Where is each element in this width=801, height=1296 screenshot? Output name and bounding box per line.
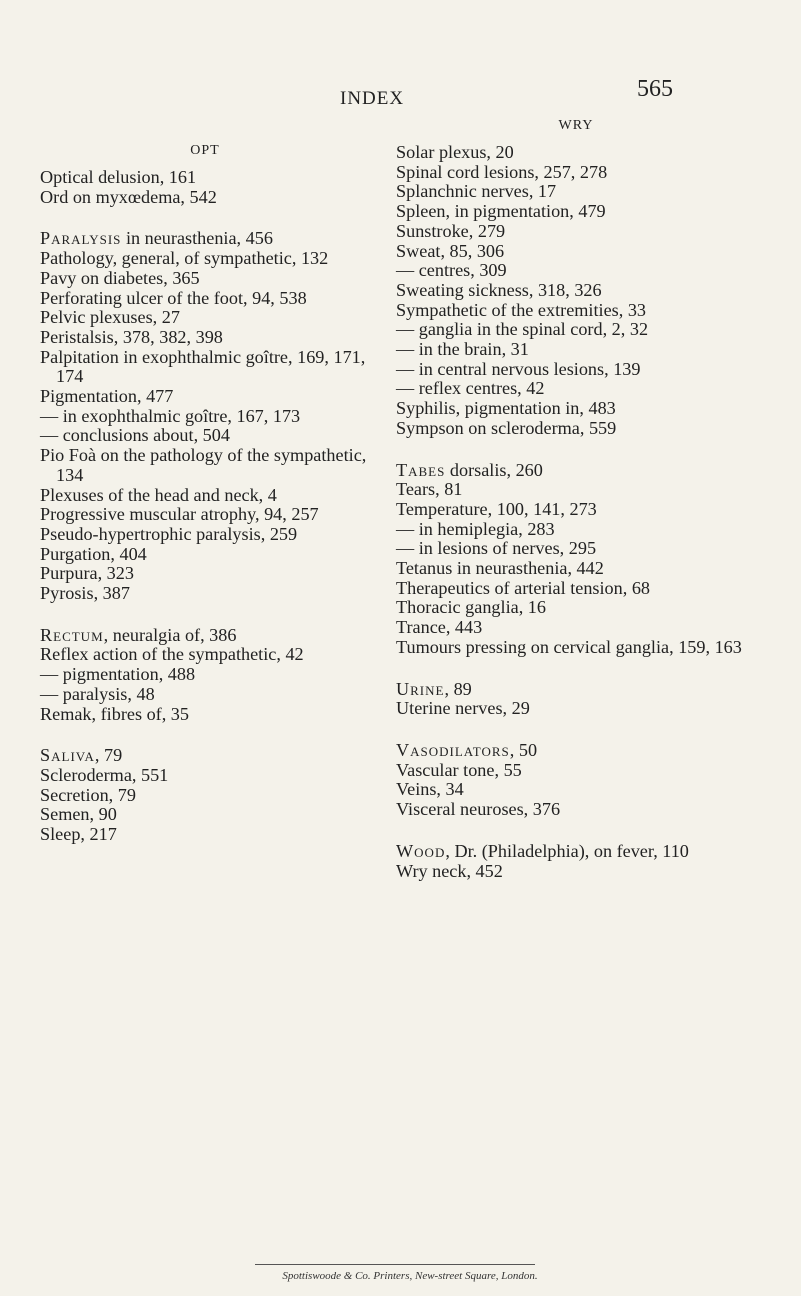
index-entry xyxy=(396,680,756,700)
index-entry-text: Solar plexus, 20 xyxy=(396,142,514,162)
index-entry xyxy=(396,761,756,781)
column-catchword: OPT xyxy=(190,143,220,158)
index-letter-group xyxy=(40,626,370,725)
index-entry xyxy=(40,564,370,584)
index-entry xyxy=(40,685,370,705)
index-entry xyxy=(396,143,756,163)
index-entry-text: Semen, 90 xyxy=(40,804,117,825)
running-title: INDEX xyxy=(340,88,405,109)
index-entry xyxy=(40,665,370,685)
index-entry xyxy=(40,805,370,825)
index-entry-text: — reflex centres, 42 xyxy=(396,378,545,399)
index-entry-text: Thoracic ganglia, 16 xyxy=(396,597,546,618)
index-entry xyxy=(396,780,756,800)
index-entry-text: Sympathetic of the extremities, 33 xyxy=(396,299,647,320)
index-entry xyxy=(40,545,370,565)
index-letter-group xyxy=(396,741,756,820)
index-entry xyxy=(396,301,756,321)
index-entry-text: Sleep, 217 xyxy=(40,824,117,845)
index-entry-text: — pigmentation, 488 xyxy=(40,664,196,685)
index-entry-text: Remak, fibres of, 35 xyxy=(40,703,189,724)
index-column-left xyxy=(40,142,370,867)
index-entry-text: Pelvic plexuses, 27 xyxy=(40,307,180,328)
index-entry-text: Vascular tone, 55 xyxy=(396,759,522,780)
page-number: 565 xyxy=(637,76,673,102)
index-entry xyxy=(396,320,756,340)
index-entry xyxy=(396,461,756,481)
index-entry-text: — in hemiplegia, 283 xyxy=(396,518,555,539)
index-entry-text: , 79 xyxy=(94,745,123,766)
index-entry xyxy=(396,559,756,579)
index-entry-text: Syphilis, pigmentation in, 483 xyxy=(396,398,616,419)
index-entry-text: Pavy on diabetes, 365 xyxy=(40,267,200,288)
index-entry-text: Uterine nerves, 29 xyxy=(396,698,530,719)
index-letter-group xyxy=(40,229,370,603)
index-lead-word: Tabes xyxy=(396,459,446,480)
index-entry-text: Scleroderma, 551 xyxy=(40,764,169,785)
index-entry xyxy=(396,500,756,520)
index-entry xyxy=(40,705,370,725)
index-entry xyxy=(40,269,370,289)
index-letter-group xyxy=(40,746,370,845)
index-entry xyxy=(40,249,370,269)
index-entry-text: — ganglia in the spinal cord, 2, 32 xyxy=(396,319,649,340)
index-entry-text: Purgation, 404 xyxy=(40,543,147,564)
index-entry-text: Wry neck, 452 xyxy=(396,860,503,881)
index-column-right xyxy=(396,117,756,903)
index-entry-text: Pigmentation, 477 xyxy=(40,386,174,407)
index-entry xyxy=(396,222,756,242)
index-entry xyxy=(396,360,756,380)
index-letter-group xyxy=(40,168,370,207)
index-entry-text: Progressive muscular atrophy, 94, 257 xyxy=(40,504,319,525)
index-entry xyxy=(396,163,756,183)
index-entry-text: — in exophthalmic goître, 167, 173 xyxy=(40,405,301,426)
index-entry-text: , 89 xyxy=(444,678,472,699)
index-letter-group xyxy=(396,461,756,658)
index-entry xyxy=(396,520,756,540)
index-entry xyxy=(40,626,370,646)
index-entry-text: Perforating ulcer of the foot, 94, 538 xyxy=(40,287,307,308)
index-entry-text: Palpitation in exophthalmic goître, 169, 171, 174 xyxy=(40,346,366,387)
index-lead-word: Vasodilators xyxy=(396,739,510,760)
index-entry xyxy=(396,202,756,222)
index-entry-text: Temperature, 100, 141, 273 xyxy=(396,498,597,519)
index-entry xyxy=(40,229,370,249)
index-entry xyxy=(396,618,756,638)
index-entry-text: Sweat, 85, 306 xyxy=(396,240,505,261)
index-entry-text: Visceral neuroses, 376 xyxy=(396,799,561,820)
index-entry xyxy=(396,242,756,262)
index-entry xyxy=(396,539,756,559)
index-groups xyxy=(40,168,370,845)
index-entry xyxy=(396,399,756,419)
index-entry-text: Pyrosis, 387 xyxy=(40,583,130,604)
index-entry xyxy=(40,505,370,525)
index-entry-text: Therapeutics of arterial tension, 68 xyxy=(396,577,651,598)
index-entry-text: Secretion, 79 xyxy=(40,784,136,805)
index-entry-text: — conclusions about, 504 xyxy=(40,425,230,446)
index-entry xyxy=(396,579,756,599)
index-entry xyxy=(40,289,370,309)
index-entry-text: Purpura, 323 xyxy=(40,563,134,584)
index-lead-word: Rectum xyxy=(40,624,104,645)
index-groups xyxy=(396,143,756,881)
printer-imprint: Spottiswoode & Co. Printers, New-street Square, London. xyxy=(282,1270,538,1282)
index-entry-text: Splanchnic nerves, 17 xyxy=(396,181,557,202)
index-entry xyxy=(40,328,370,348)
index-entry xyxy=(40,766,370,786)
index-letter-group xyxy=(396,143,756,439)
index-entry xyxy=(40,486,370,506)
index-entry xyxy=(396,419,756,439)
index-entry-text: Spleen, in pigmentation, 479 xyxy=(396,201,606,222)
index-entry-text: Sunstroke, 279 xyxy=(396,220,506,241)
index-entry xyxy=(396,182,756,202)
index-entry-text: Pio Foà on the pathology of the sympathetic, 134 xyxy=(40,445,367,485)
index-entry-text: , 50 xyxy=(509,739,538,760)
index-entry-text: Reflex action of the sympathetic, 42 xyxy=(40,644,304,665)
index-entry-text: , neuralgia of, 386 xyxy=(103,624,237,645)
index-letter-group xyxy=(396,680,756,719)
index-entry-text: Peristalsis, 378, 382, 398 xyxy=(40,326,223,347)
index-entry xyxy=(40,308,370,328)
index-entry xyxy=(40,446,370,485)
index-entry xyxy=(396,379,756,399)
column-catchword: WRY xyxy=(558,118,594,133)
index-lead-word: Saliva xyxy=(40,745,95,766)
index-entry-text: in neurasthenia, 456 xyxy=(121,228,273,249)
index-entry xyxy=(40,786,370,806)
index-entry-text: Pseudo-hypertrophic paralysis, 259 xyxy=(40,523,298,544)
index-entry xyxy=(40,168,370,188)
index-entry xyxy=(396,598,756,618)
index-entry xyxy=(40,426,370,446)
index-lead-word: Urine xyxy=(396,678,445,699)
index-entry-text: — in lesions of nerves, 295 xyxy=(396,538,597,559)
index-entry xyxy=(396,340,756,360)
index-entry xyxy=(40,348,370,387)
footer-rule xyxy=(255,1264,535,1265)
index-entry-text: — in the brain, 31 xyxy=(396,339,529,360)
index-entry-text: Plexuses of the head and neck, 4 xyxy=(40,484,277,505)
index-entry-text: Pathology, general, of sympathetic, 132 xyxy=(40,248,329,269)
index-entry xyxy=(396,281,756,301)
index-letter-group xyxy=(396,842,756,881)
index-entry xyxy=(396,800,756,820)
index-entry-text: — in central nervous lesions, 139 xyxy=(396,358,641,379)
index-entry-text: Trance, 443 xyxy=(396,617,483,638)
index-entry-text: Optical delusion, 161 xyxy=(40,167,197,187)
index-entry xyxy=(40,825,370,845)
index-entry xyxy=(40,407,370,427)
index-entry-text: Tetanus in neurasthenia, 442 xyxy=(396,558,604,579)
index-lead-word: Wood xyxy=(396,840,446,861)
index-entry xyxy=(396,699,756,719)
index-entry-text: — paralysis, 48 xyxy=(40,683,155,704)
index-entry-text: Tumours pressing on cervical ganglia, 159, 163 xyxy=(396,636,742,657)
index-entry xyxy=(40,387,370,407)
index-entry-text: Veins, 34 xyxy=(396,779,464,800)
index-entry-text: Spinal cord lesions, 257, 278 xyxy=(396,161,608,182)
index-entry xyxy=(40,645,370,665)
index-entry-text: Tears, 81 xyxy=(396,479,463,500)
index-entry-text: Ord on myxœdema, 542 xyxy=(40,186,217,207)
index-entry-text: , Dr. (Philadelphia), on fever, 110 xyxy=(445,840,689,861)
index-entry-text: Sympson on scleroderma, 559 xyxy=(396,417,617,438)
index-entry xyxy=(40,584,370,604)
index-lead-word: Paralysis xyxy=(40,228,122,249)
index-entry xyxy=(40,746,370,766)
index-entry xyxy=(396,261,756,281)
index-entry xyxy=(396,638,756,658)
index-entry xyxy=(40,525,370,545)
index-entry xyxy=(396,842,756,862)
index-entry-text: — centres, 309 xyxy=(396,260,507,281)
index-entry-text: Sweating sickness, 318, 326 xyxy=(396,279,602,300)
index-entry-text: dorsalis, 260 xyxy=(445,459,543,480)
index-entry xyxy=(396,862,756,882)
index-entry xyxy=(396,741,756,761)
index-entry xyxy=(40,188,370,208)
index-entry xyxy=(396,480,756,500)
